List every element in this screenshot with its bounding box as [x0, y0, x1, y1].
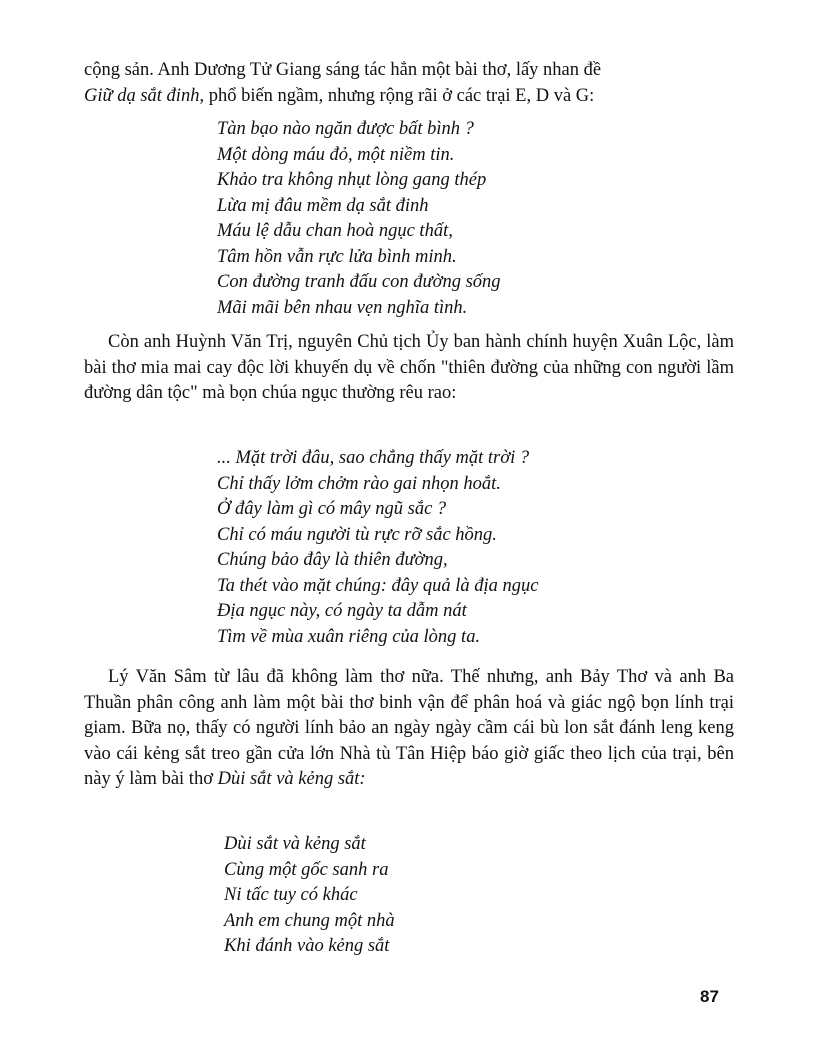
poem-title: Giữ dạ sắt đinh [84, 85, 200, 106]
poem-line: Máu lệ dẫu chan hoà ngục thất, [217, 221, 453, 241]
poem-line: Dùi sắt và kẻng sắt [224, 834, 366, 854]
poem-line: Chỉ có máu người tù rực rỡ sắc hồng. [217, 524, 497, 545]
poem-line: Ở đây làm gì có mây ngũ sắc ? [217, 499, 447, 519]
poem-line: Mãi mãi bên nhau vẹn nghĩa tình. [217, 297, 468, 318]
page-number: 87 [700, 987, 719, 1006]
paragraph-ly-van-sam [84, 665, 734, 793]
poem-line: Tâm hồn vẫn rực lửa bình minh. [217, 246, 457, 267]
poem-mat-troi-dau [217, 446, 539, 650]
poem-line: Một dòng máu đỏ, một niềm tin. [217, 144, 455, 165]
poem-line: Khảo tra không nhụt lòng gang thép [217, 170, 487, 190]
poem-line: Anh em chung một nhà [224, 910, 395, 931]
poem-line: Địa ngục này, có ngày ta dẫm nát [217, 601, 467, 621]
poem-line: Tìm về mùa xuân riêng của lòng ta. [217, 626, 481, 647]
poem-line: Cùng một gốc sanh ra [224, 859, 389, 880]
paragraph-line: cộng sản. Anh Dương Tử Giang sáng tác hẳn một bài thơ, lấy nhan đề [84, 60, 602, 80]
paragraph-huynh-van-tri [84, 330, 734, 407]
paragraph-line [84, 84, 734, 110]
poem-line: Lừa mị đâu mềm dạ sắt đinh [217, 195, 429, 216]
paragraph-text: , phổ biến ngầm, nhưng rộng rãi ở các trại E, D và G: [199, 85, 595, 106]
poem-line: Chúng bảo đây là thiên đường, [217, 550, 448, 570]
poem-line: Ta thét vào mặt chúng: đây quả là địa ngục [217, 575, 539, 596]
poem-line: ... Mặt trời đâu, sao chẳng thấy mặt trời ? [217, 448, 530, 468]
poem-line: Khi đánh vào kẻng sắt [224, 936, 390, 956]
paragraph-text: Còn anh Huỳnh Văn Trị, nguyên Chủ tịch Ủy ban hành chính huyện Xuân Lộc, làm bài thơ mia mai cay độc lời khuyến dụ về chốn "thiên đường của những con người lầm đường dân tộc" mà bọn chúa ngục thường rêu rao: [84, 332, 734, 403]
poem-line: Tàn bạo nào ngăn được bất bình ? [217, 119, 474, 139]
poem-dui-sat-va-keng-sat [224, 832, 395, 960]
poem-line: Con đường tranh đấu con đường sống [217, 272, 501, 292]
poem-line: Ni tấc tuy có khác [224, 885, 358, 905]
paragraph-text: Lý Văn Sâm từ lâu đã không làm thơ nữa. Thế nhưng, anh Bảy Thơ và anh Ba Thuần phân công anh làm một bài thơ binh vận để phân hoá và giác ngộ bọn lính trại giam. Bữa nọ, thấy có người lính bảo an ngày ngày cầm cái bù lon sắt đánh leng keng vào cái kẻng sắt treo gần cửa lớn Nhà tù Tân Hiệp báo giờ giấc theo lịch của trại, bên này ý làm bài thơ [84, 667, 734, 789]
paragraph-intro [84, 58, 734, 109]
poem-line: Chỉ thấy lởm chởm rào gai nhọn hoắt. [217, 473, 501, 494]
poem-title: Dùi sắt và kẻng sắt: [217, 769, 366, 789]
poem-giu-da-sat-dinh [217, 117, 501, 321]
